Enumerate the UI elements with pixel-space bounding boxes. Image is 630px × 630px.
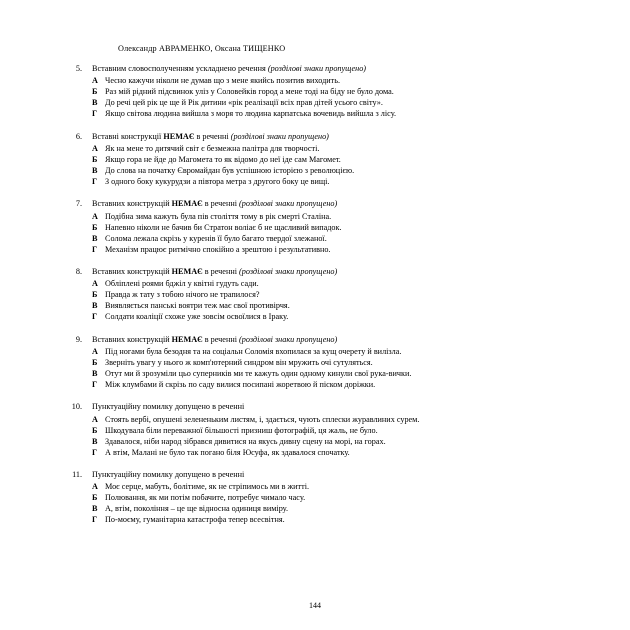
option-text: Напевно ніколи не бачив би Стратон воліає б не щасливий випадок. [105, 222, 342, 232]
option-letter: В [92, 301, 98, 311]
stem-text: в реченні [194, 131, 231, 141]
option-item[interactable] [92, 437, 568, 448]
question-number: 9. [75, 334, 82, 344]
option-item[interactable] [92, 301, 568, 312]
option-letter: Г [92, 109, 98, 119]
option-text: Здавалося, ніби народ зібрався дивитися на якусь дивну сцену на морі, на горах. [105, 436, 386, 446]
question-number: 7. [75, 199, 82, 209]
option-letter: В [92, 233, 98, 243]
option-item[interactable] [92, 76, 568, 87]
option-text: Солома лежала скрізь у куренів її було багато твердої злежаної. [105, 233, 327, 243]
option-letter: Г [92, 244, 98, 254]
option-letter: В [92, 504, 98, 514]
option-letter: Б [92, 425, 98, 435]
question-stem [92, 199, 568, 210]
option-text: А, втім, покоління – це ще відносна одиниця виміру. [105, 504, 288, 514]
stem-note: (розділові знаки пропущено) [239, 266, 338, 276]
stem-note: (розділові знаки пропущено) [239, 199, 338, 209]
option-item[interactable] [92, 504, 568, 515]
option-item[interactable] [92, 515, 568, 526]
stem-note: (розділові знаки пропущено) [239, 334, 338, 344]
question-item [62, 267, 568, 323]
stem-text: в реченні [202, 199, 240, 209]
stem-emphasis: НЕМАЄ [163, 131, 195, 141]
question-number: 11. [72, 469, 82, 479]
option-text: Моє серце, мабуть, болітиме, як не стріпимось ми в житті. [105, 482, 310, 492]
option-letter: А [92, 279, 98, 289]
option-item[interactable] [92, 482, 568, 493]
option-item[interactable] [92, 290, 568, 301]
option-text: По-моєму, гуманітарна катастрофа тепер всесвітня. [105, 515, 285, 525]
page-number: 144 [309, 601, 321, 610]
option-letter: А [92, 482, 98, 492]
question-stem [92, 132, 568, 143]
option-item[interactable] [92, 212, 568, 223]
option-letter: В [92, 165, 98, 175]
option-text: Механізм працює ритмічно спокійно а зрештою і результативно. [105, 244, 331, 254]
option-letter: А [92, 211, 98, 221]
option-text: Під ногами була безодня та на соціальн Соломія вхопилася за кущ очерету й вилізла. [105, 347, 402, 357]
option-item[interactable] [92, 98, 568, 109]
question-stem [92, 64, 568, 75]
option-item[interactable] [92, 166, 568, 177]
option-text: А втім, Малані не було так погано біля Юсуфа, як здавалося спочатку. [105, 447, 350, 457]
option-text: Солдати коаліції схоже уже зовсім освоїлися в Іраку. [105, 312, 289, 322]
option-item[interactable] [92, 426, 568, 437]
option-text: З одного боку кукурудзи а півтора метра з другого боку це вищі. [105, 176, 330, 186]
option-letter: Г [92, 176, 98, 186]
option-letter: Б [92, 155, 98, 164]
stem-note: (розділові знаки пропущено) [267, 64, 367, 73]
option-item[interactable] [92, 155, 568, 166]
option-item[interactable] [92, 415, 568, 426]
option-text: До речі цей рік це ще й Рік дитини «рік реалізації всіх прав дітей усього світу». [105, 98, 383, 108]
option-letter: Б [92, 222, 98, 232]
stem-text: Вставні конструкції [92, 131, 164, 141]
option-text: Якщо світова людина вийшла з моря то людина карпатська вочевидь вийшла з лісу. [105, 109, 397, 119]
question-stem [92, 335, 568, 346]
question-stem [92, 470, 568, 481]
stem-text: Вставних конструкцій [92, 334, 172, 344]
option-text: Стоять вербі, опушені зелененьким листям, і, здається, чують сплески журавлиних сурем. [105, 414, 420, 424]
option-text: Виявляється панські воятри теж має свої противірчя. [105, 301, 290, 311]
option-item[interactable] [92, 234, 568, 245]
option-letter: Г [92, 515, 98, 525]
option-letter: Г [92, 379, 98, 389]
stem-note: (розділові знаки пропущено) [230, 131, 329, 141]
option-text: Полювання, як ми потім побачите, потребує чимало часу. [105, 493, 306, 503]
option-letter: Б [92, 290, 98, 300]
option-item[interactable] [92, 380, 568, 391]
stem-emphasis: НЕМАЄ [171, 334, 203, 344]
question-list [62, 64, 568, 526]
running-head: Олександр АВРАМЕНКО, Оксана ТИЩЕНКО [118, 44, 286, 53]
option-text: Подібна зима кажуть була пів століття тому в рік смерті Сталіна. [105, 211, 332, 221]
option-letter: А [92, 76, 98, 86]
option-letter: В [92, 368, 98, 378]
option-text: Як на мене то дитячий світ є безмежна палітра для творчості. [105, 144, 320, 154]
stem-emphasis: НЕМАЄ [171, 199, 203, 209]
option-text: Між клумбами й скрізь по саду вилися посипані жоретвою й піском доріжки. [105, 379, 376, 389]
question-stem [92, 402, 568, 413]
option-list [92, 415, 568, 459]
question-stem [92, 267, 568, 278]
stem-text: Вставних конструкцій [92, 199, 172, 209]
option-item[interactable] [92, 312, 568, 323]
option-text: До слова на початку Євромайдан був успішною історією з революцією. [105, 165, 355, 175]
option-item[interactable] [92, 87, 568, 98]
option-list [92, 347, 568, 391]
option-letter: Г [92, 312, 98, 322]
option-letter: А [92, 347, 98, 357]
option-text: Отут ми й зрозуміли цьо суперників ми те кажуть один одному кинули свої рука-вички. [105, 368, 412, 378]
question-number: 6. [75, 131, 82, 141]
question-item [62, 402, 568, 458]
question-item [62, 470, 568, 526]
question-number: 10. [71, 402, 82, 412]
option-item[interactable] [92, 177, 568, 188]
option-letter: Б [92, 357, 98, 367]
option-item[interactable] [92, 369, 568, 380]
stem-text: Вставним словосполученням ускладнено речення [92, 64, 268, 73]
option-item[interactable] [92, 448, 568, 459]
option-letter: Г [92, 447, 98, 457]
option-letter: Б [92, 87, 98, 97]
option-text: Раз мій рідний підсвинок уліз у Соловейків город а мене тоді на біду не було дома. [105, 87, 394, 97]
question-number: 5. [75, 64, 82, 73]
option-item[interactable] [92, 347, 568, 358]
option-list [92, 482, 568, 526]
option-text: Правда ж тату з тобою нічого не трапилося? [105, 290, 260, 300]
stem-text: в реченні [202, 266, 240, 276]
question-item [62, 335, 568, 391]
option-item[interactable] [92, 109, 568, 120]
option-item[interactable] [92, 245, 568, 256]
stem-text: Вставних конструкцій [92, 266, 172, 276]
option-list [92, 76, 568, 120]
stem-emphasis: НЕМАЄ [171, 266, 203, 276]
option-item[interactable] [92, 144, 568, 155]
option-text: Якщо гора не йде до Магомета то як відомо до неї іде сам Магомет. [105, 155, 341, 164]
option-item[interactable] [92, 223, 568, 234]
stem-text: Пунктуаційну помилку допущено в реченні [92, 402, 245, 412]
question-item [62, 132, 568, 188]
option-list [92, 144, 568, 188]
option-text: Зверніть увагу у нього ж комп'ютерний синдром він мружить очі сутуляться. [105, 357, 373, 367]
option-text: Шкодувала біли переважної більшості призниш фотографій, ця жаль, не було. [105, 425, 378, 435]
option-letter: А [92, 414, 98, 424]
option-letter: В [92, 98, 98, 108]
question-item [62, 199, 568, 255]
option-text: Чесно кажучи ніколи не думав що з мене якийсь позитив виходить. [105, 76, 340, 86]
option-list [92, 279, 568, 323]
stem-text: Пунктуаційну помилку допущено в реченні [92, 469, 245, 479]
option-letter: Б [92, 493, 98, 503]
option-letter: В [92, 436, 98, 446]
option-letter: А [92, 144, 98, 154]
stem-text: в реченні [202, 334, 240, 344]
option-item[interactable] [92, 279, 568, 290]
option-item[interactable] [92, 358, 568, 369]
question-number: 8. [75, 266, 82, 276]
option-item[interactable] [92, 493, 568, 504]
option-text: Обліплені роями бджіл у квітні гудуть сади. [105, 279, 259, 289]
option-list [92, 212, 568, 256]
question-item [62, 64, 568, 120]
